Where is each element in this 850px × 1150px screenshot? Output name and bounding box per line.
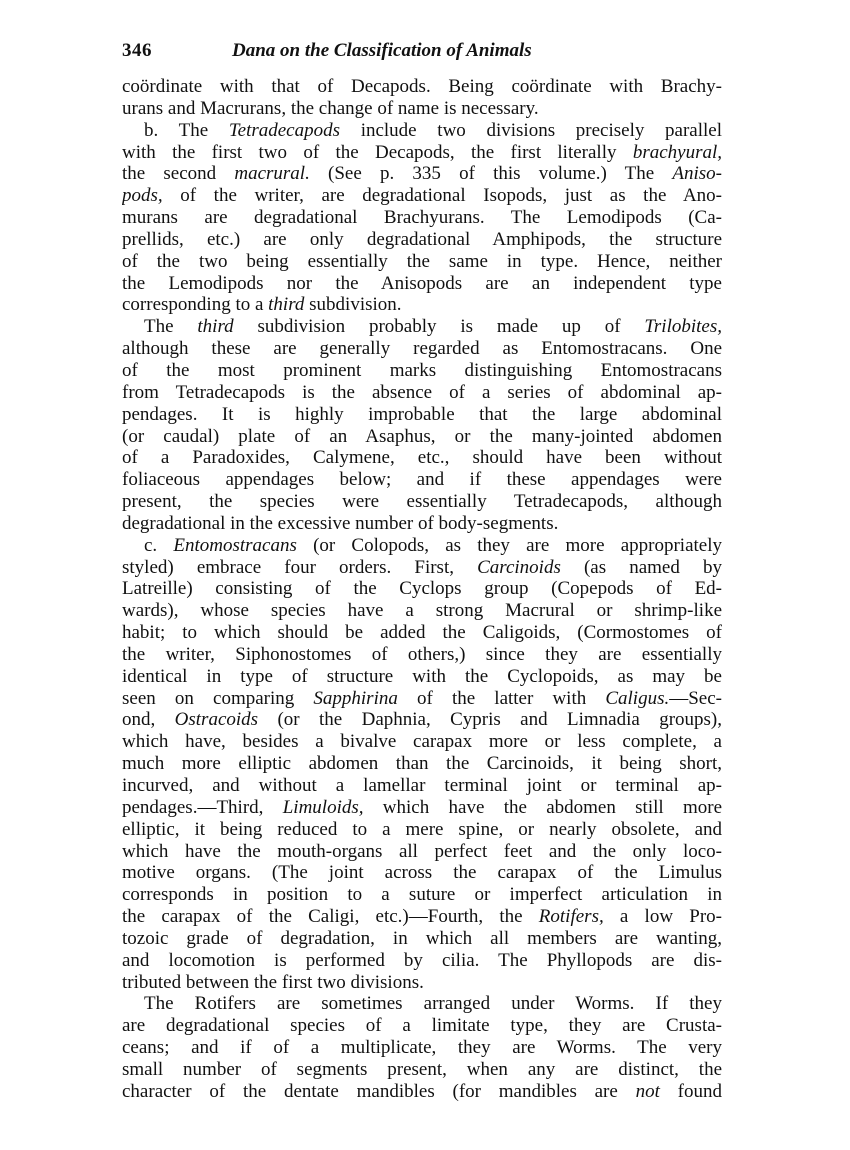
text-run: and locomotion is performed by cilia. The Phyllopods are dis-	[122, 949, 722, 971]
text-line	[122, 98, 722, 120]
text-run: present, the species were essentially Tetradecapods, although	[122, 491, 722, 513]
emphasized-term: brachyural,	[632, 141, 722, 163]
text-run: include two divisions precisely parallel	[340, 119, 722, 141]
text-line	[122, 819, 722, 841]
text-run: ceans; and if of a multiplicate, they are Worms. The very	[122, 1037, 722, 1059]
emphasized-term: Carcinoids	[477, 556, 561, 578]
text-run: character of the dentate mandibles (for mandibles are	[122, 1080, 636, 1102]
text-line	[122, 753, 722, 775]
text-line	[122, 294, 722, 316]
emphasized-term: macrural.	[234, 163, 310, 185]
emphasized-term: Limuloids,	[282, 796, 364, 818]
text-run: pendages. It is highly improbable that the large abdominal	[122, 403, 722, 425]
text-run: coördinate with that of Decapods. Being coördinate with Brachy-	[122, 76, 722, 97]
text-run: motive organs. (The joint across the carapax of the Limulus	[122, 862, 722, 884]
text-run: foliaceous appendages below; and if these appendages were	[122, 469, 722, 491]
text-run: the carapax of the Caligi, etc.)—Fourth, the	[122, 906, 539, 928]
text-run: with the first two of the Decapods, the first literally	[122, 141, 633, 163]
text-run: (See p. 335 of this volume.) The	[309, 163, 673, 185]
text-line	[122, 273, 722, 295]
text-run: which have the abdomen still more	[363, 796, 722, 818]
text-line	[122, 1015, 722, 1037]
text-line	[122, 447, 722, 469]
text-run: the writer, Siphonostomes of others,) since they are essentially	[122, 643, 722, 665]
text-line	[122, 906, 722, 928]
emphasized-term: third	[197, 316, 234, 338]
text-line	[122, 666, 722, 688]
text-run: although these are generally regarded as Entomostracans. One	[122, 338, 722, 360]
emphasized-term: Rotifers,	[538, 906, 604, 928]
text-run: identical in type of structure with the Cyclopoids, as may be	[122, 665, 722, 687]
text-run: of the two being essentially the same in type. Hence, neither	[122, 250, 722, 272]
text-line	[122, 557, 722, 579]
text-run: the second	[122, 163, 235, 185]
text-run: subdivision.	[304, 294, 402, 316]
text-run: seen on comparing	[122, 687, 314, 709]
text-run: are degradational species of a limitate type, they are Crusta-	[122, 1015, 722, 1037]
running-head	[122, 40, 722, 64]
text-run: habit; to which should be added the Caligoids, (Cormostomes of	[122, 622, 722, 644]
emphasized-term: pods,	[122, 185, 163, 207]
text-line	[122, 535, 722, 557]
text-line	[122, 928, 722, 950]
text-run: found	[659, 1080, 722, 1102]
emphasized-term: Trilobites,	[644, 316, 722, 338]
text-run: small number of segments present, when any are distinct, the	[122, 1058, 722, 1080]
text-run: (or Colopods, as they are more appropriately	[296, 534, 722, 556]
text-run: The Rotifers are sometimes arranged under Worms. If they	[144, 993, 722, 1015]
text-line	[122, 185, 722, 207]
text-line	[122, 688, 722, 710]
text-line	[122, 1037, 722, 1059]
text-run: of the most prominent marks distinguishing Entomostracans	[122, 359, 722, 381]
text-run: tributed between the first two divisions.	[122, 971, 424, 993]
text-line	[122, 950, 722, 972]
text-run: incurved, and without a lamellar terminal joint or terminal ap-	[122, 775, 722, 796]
text-line	[122, 404, 722, 426]
emphasized-term: Sapphirina	[313, 687, 398, 709]
text-run: ond,	[122, 709, 175, 731]
text-run: from Tetradecapods is the absence of a series of abdominal ap-	[122, 381, 722, 403]
emphasized-term: Ostracoids	[174, 709, 259, 731]
text-line	[122, 513, 722, 535]
text-line	[122, 426, 722, 448]
text-line	[122, 76, 722, 98]
emphasized-term: not	[635, 1080, 660, 1102]
text-run: b. The	[144, 119, 229, 141]
text-run: prellids, etc.) are only degradational Amphipods, the structure	[122, 228, 722, 250]
text-line	[122, 120, 722, 142]
text-run: (or the Daphnia, Cypris and Limnadia groups),	[258, 709, 722, 731]
text-run: corresponds in position to a suture or imperfect articulation in	[122, 884, 722, 906]
text-line	[122, 360, 722, 382]
emphasized-term: Aniso-	[672, 163, 722, 185]
text-run: Latreille) consisting of the Cyclops group (Copepods of Ed-	[122, 578, 722, 600]
text-line	[122, 841, 722, 863]
text-line	[122, 338, 722, 360]
text-line	[122, 862, 722, 884]
text-run: elliptic, it being reduced to a mere spine, or nearly obsolete, and	[122, 818, 722, 840]
text-line	[122, 709, 722, 731]
text-line	[122, 797, 722, 819]
text-line	[122, 644, 722, 666]
text-run: of the latter with	[397, 687, 606, 709]
text-run: degradational in the excessive number of body-segments.	[122, 512, 559, 534]
text-run: subdivision probably is made up of	[233, 316, 645, 338]
text-run: much more elliptic abdomen than the Carcinoids, it being short,	[122, 753, 722, 775]
text-run: of a Paradoxides, Calymene, etc., should have been without	[122, 447, 722, 469]
text-run: c.	[144, 534, 174, 556]
text-run: urans and Macrurans, the change of name is necessary.	[122, 97, 539, 119]
text-line	[122, 775, 722, 797]
text-line	[122, 491, 722, 513]
page-number: 346	[122, 40, 152, 61]
text-line	[122, 382, 722, 404]
text-line	[122, 142, 722, 164]
text-run: which have the mouth-organs all perfect feet and the only loco-	[122, 840, 722, 862]
emphasized-term: Entomostracans	[173, 534, 297, 556]
text-run: The	[144, 316, 198, 338]
text-line	[122, 316, 722, 338]
text-run: murans are degradational Brachyurans. The Lemodipods (Ca-	[122, 207, 722, 229]
text-run: (or caudal) plate of an Asaphus, or the many-jointed abdomen	[122, 425, 722, 447]
body-text	[122, 76, 722, 1103]
text-run: corresponding to a	[122, 294, 269, 316]
text-line	[122, 1081, 722, 1103]
text-line	[122, 600, 722, 622]
text-line	[122, 622, 722, 644]
text-line	[122, 884, 722, 906]
text-run: of the writer, are degradational Isopods, just as the Ano-	[162, 185, 722, 207]
text-run: a low Pro-	[603, 906, 722, 928]
text-line	[122, 993, 722, 1015]
text-line	[122, 1059, 722, 1081]
text-line	[122, 163, 722, 185]
emphasized-term: Caligus.	[605, 687, 670, 709]
text-run: styled) embrace four orders. First,	[122, 556, 478, 578]
text-run: (as named by	[560, 556, 722, 578]
text-run: wards), whose species have a strong Macrural or shrimp-like	[122, 600, 722, 622]
text-line	[122, 972, 722, 994]
text-line	[122, 207, 722, 229]
running-title: Dana on the Classification of Animals	[232, 40, 532, 61]
emphasized-term: third	[268, 294, 305, 316]
text-run: which have, besides a bivalve carapax more or less complete, a	[122, 731, 722, 753]
text-line	[122, 578, 722, 600]
text-run: tozoic grade of degradation, in which all members are wanting,	[122, 927, 722, 949]
text-line	[122, 229, 722, 251]
text-line	[122, 731, 722, 753]
text-run: pendages.—Third,	[122, 796, 283, 818]
text-line	[122, 251, 722, 273]
text-run: the Lemodipods nor the Anisopods are an independent type	[122, 272, 722, 294]
text-line	[122, 469, 722, 491]
text-run: —Sec-	[669, 687, 722, 709]
emphasized-term: Tetradecapods	[228, 119, 341, 141]
